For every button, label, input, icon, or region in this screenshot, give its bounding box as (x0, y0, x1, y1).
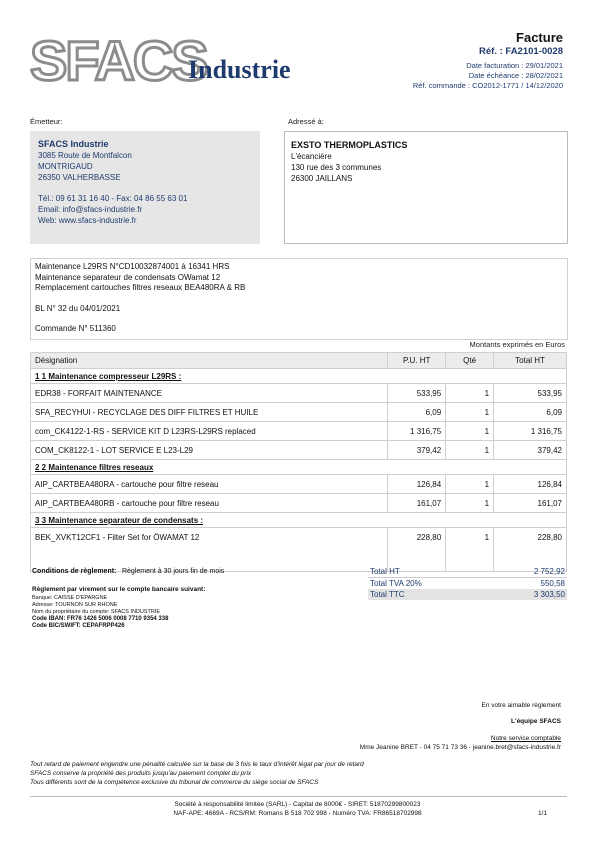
legal-line: SFACS conserve la propriété des produits jusqu'au paiement complet du prix (30, 770, 252, 777)
row-designation: AIP_CARTBEA480RB - cartouche pour filtre reseau (31, 494, 388, 513)
totals-table (368, 566, 567, 600)
items-table (30, 352, 567, 572)
total-ht-label: Total HT (368, 566, 490, 578)
row-unit-price: 379,42 (388, 441, 446, 460)
row-unit-price: 1 316,75 (388, 422, 446, 441)
description-line: Remplacement cartouches filtres reseaux BEA480RA & RB (35, 283, 246, 292)
closing-greeting: En votre aimable règlement (481, 702, 561, 709)
column-header-designation: Désignation (31, 353, 388, 369)
row-quantity: 1 (446, 494, 494, 513)
row-total: 379,42 (494, 441, 567, 460)
due-date: Date échéance : 28/02/2021 (468, 71, 563, 80)
total-ht-row (368, 566, 567, 578)
row-designation: BEK_XVKT12CF1 - Filter Set for ÖWAMAT 12 (31, 528, 388, 572)
recipient-address-1: L'écancière (291, 152, 332, 161)
footer-divider (30, 796, 567, 797)
transfer-title: Règlement par virement sur le compte bancaire suivant: (32, 586, 206, 593)
total-ttc-value: 3 303,50 (490, 589, 567, 600)
bank-address: Adresse: TOURNON SUR RHONE (32, 602, 118, 608)
footer-line: Société à responsabilité limitée (SARL) - Capital de 8000€ - SIRET: 51870299800023 (174, 801, 421, 808)
table-row (31, 494, 567, 513)
row-quantity: 1 (446, 528, 494, 572)
invoice-description (30, 258, 568, 340)
table-header-row (31, 353, 567, 369)
company-footer (0, 800, 595, 818)
page-number: 1/1 (537, 810, 547, 817)
table-row (31, 422, 567, 441)
account-owner: Nom du propriétaire du compte: SFACS INDUSTRIE (32, 609, 161, 615)
row-quantity: 1 (446, 441, 494, 460)
total-tva-label: Total TVA 20% (370, 579, 422, 588)
row-designation: SFA_RECYHUI - RECYCLAGE DES DIFF FILTRES ET HUILE (31, 403, 388, 422)
row-quantity: 1 (446, 422, 494, 441)
column-header-quantity: Qté (446, 353, 494, 369)
legal-line: Tout retard de paiement engendre une pénalité calculée sur la base de 3 fois le taux d'intérêt légal par jour de retard (30, 761, 364, 768)
payment-conditions (32, 568, 224, 630)
table-row (31, 384, 567, 403)
issuer-name: SFACS Industrie (38, 139, 109, 149)
row-unit-price: 6,09 (388, 403, 446, 422)
issuer-web: Web: www.sfacs-industrie.fr (38, 216, 137, 225)
closing-service: Notre service comptable (490, 735, 561, 742)
issuer-address-1: 3085 Route de Montfalcon (38, 151, 132, 160)
footer-line: NAF-APE: 4669A - RCS/RM: Romans B 518 702 998 - Numéro TVA: FR86518702998 (173, 810, 422, 817)
invoice-date: Date facturation : 29/01/2021 (466, 61, 563, 70)
section-row: 1 1 Maintenance compresseur L29RS : (31, 369, 567, 384)
row-total: 161,07 (494, 494, 567, 513)
invoice-title: Facture (516, 30, 563, 45)
row-total: 126,84 (494, 475, 567, 494)
row-total: 6,09 (494, 403, 567, 422)
total-ttc-label: Total TTC (368, 589, 490, 600)
row-designation: com_CK4122-1-RS - SERVICE KIT D L23RS-L29RS replaced (31, 422, 388, 441)
iban-code: Code IBAN: FR76 1426 5006 0008 7710 9354 338 (32, 616, 169, 622)
column-header-unit-price: P.U. HT (388, 353, 446, 369)
total-ht-value: 2 752,92 (490, 566, 567, 578)
closing-team: L'équipe SFACS (511, 718, 561, 725)
recipient-name: EXSTO THERMOPLASTICS (291, 140, 408, 150)
legal-notice (30, 760, 364, 787)
row-quantity: 1 (446, 384, 494, 403)
row-total: 1 316,75 (494, 422, 567, 441)
recipient-address-2: 130 rue des 3 communes (291, 163, 382, 172)
order-reference: Réf. commande : CO2012-1771 / 14/12/2020 (412, 81, 563, 90)
legal-line: Tous différents sont de la compétence exclusive du tribunal de commerce du siège social de SFACS (30, 779, 319, 786)
total-tva-value: 550,58 (540, 579, 565, 588)
row-unit-price: 533,95 (388, 384, 446, 403)
description-line: Maintenance L29RS N°CD10032874001 à 16341 HRS (35, 262, 230, 271)
delivery-note: BL N° 32 du 04/01/2021 (35, 303, 121, 313)
row-designation: COM_CK8122-1 - LOT SERVICE E L23-L29 (31, 441, 388, 460)
recipient-address-3: 26300 JAILLANS (291, 174, 353, 183)
issuer-label: Émetteur: (30, 117, 63, 126)
conditions-label: Conditions de règlement: (32, 568, 117, 575)
closing-contact: Mme Jeanine BRET - 04 75 71 73 36 - jeanine.bret@sfacs-industrie.fr (359, 744, 561, 751)
total-ttc-row (368, 589, 567, 600)
section-row: 2 2 Maintenance filtres reseaux (31, 460, 567, 475)
invoice-reference: Réf. : FA2101-0028 (479, 46, 563, 57)
row-quantity: 1 (446, 475, 494, 494)
invoice-header (413, 30, 563, 91)
row-designation: AIP_CARTBEA480RA - cartouche pour filtre reseau (31, 475, 388, 494)
row-total: 228,80 (494, 528, 567, 572)
issuer-box (30, 131, 260, 244)
logo-mark: SFACS (30, 29, 207, 88)
issuer-email: Email: info@sfacs-industrie.fr (38, 205, 143, 214)
table-row (31, 403, 567, 422)
row-quantity: 1 (446, 403, 494, 422)
description-line: Maintenance separateur de condensats OWamat 12 (35, 272, 221, 282)
amounts-note: Montants exprimés en Euros (469, 340, 565, 349)
logo-word: Industrie (188, 55, 291, 84)
section-row: 3 3 Maintenance separateur de condensats : (31, 513, 567, 528)
row-unit-price: 161,07 (388, 494, 446, 513)
issuer-phone: Tél.: 09 61 31 16 40 - Fax: 04 86 55 63 01 (38, 194, 188, 203)
conditions-value: Règlement à 30 jours fin de mois (121, 568, 225, 575)
table-row (31, 528, 567, 572)
total-tva-row (368, 578, 567, 590)
bank-name: Banque: CAISSE D'EPARGNE (32, 595, 108, 601)
company-logo (30, 28, 320, 88)
issuer-address-3: 26350 VALHERBASSE (38, 173, 121, 182)
bic-code: Code BIC/SWIFT: CEPAFRPP426 (32, 623, 125, 629)
recipient-label: Adressé à: (288, 117, 324, 126)
row-designation: EDR38 - FORFAIT MAINTENANCE (31, 384, 388, 403)
recipient-box (284, 131, 568, 244)
row-unit-price: 228,80 (388, 528, 446, 572)
table-row (31, 475, 567, 494)
order-number: Commande N° 511360 (35, 324, 116, 333)
row-total: 533,95 (494, 384, 567, 403)
row-unit-price: 126,84 (388, 475, 446, 494)
issuer-address-2: MONTRIGAUD (38, 162, 93, 171)
column-header-total: Total HT (494, 353, 567, 369)
table-row (31, 441, 567, 460)
